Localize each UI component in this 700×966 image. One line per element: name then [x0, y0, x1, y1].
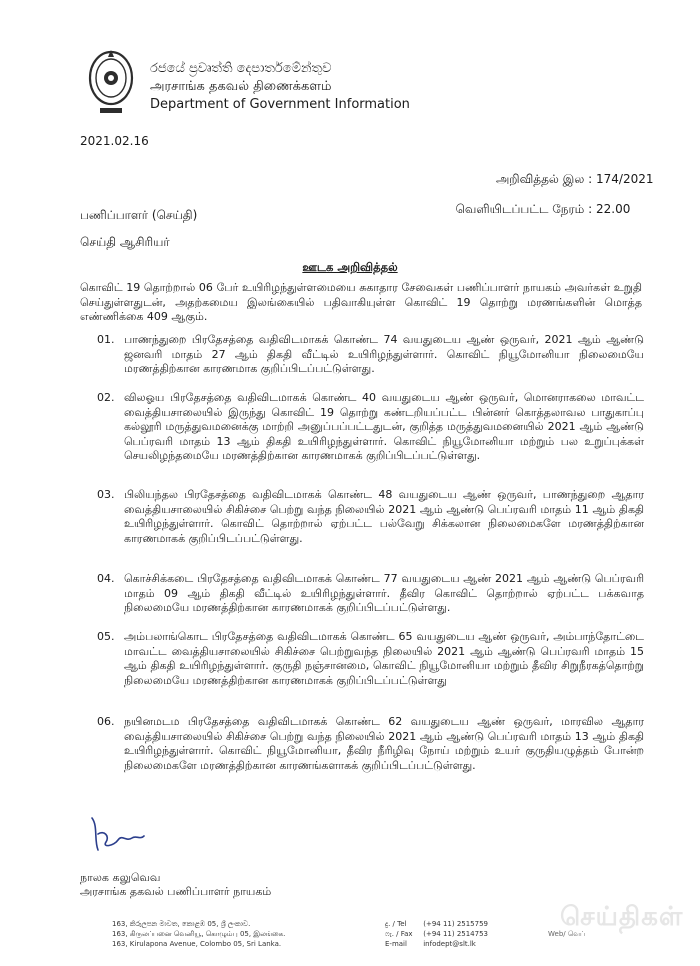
document-date: 2021.02.16	[80, 134, 149, 148]
list-item	[98, 391, 644, 464]
footer-address	[112, 919, 285, 949]
address-sinhala: 163, කිරුලපන මාවත, කොළඹ 05, ශ්‍රී ලංකාව.	[112, 920, 251, 928]
notice-number-value: 174/2021	[596, 172, 654, 186]
notice-number	[456, 164, 659, 194]
list-item-text: விலஓய பிரதேசத்தை வதிவிடமாகக் கொண்ட 40 வயதுடைய ஆண் ஒருவர், மொனராகலை மாவட்ட வைத்தியசாலையில் இருந்து கொவிட் 19 தொற்று கண்டறியப்பட்ட பின்னர் கொத்தலாவல பாதுகாப்பு கல்லூரி மருத்துவமனைக்கு மாற்றி அனுப்பப்பட்டதுடன், குறித்த மருத்துவமனையில் 2021 ஆம் ஆண்டு பெப்ரவரி மாதம் 13 ஆம் திகதி உயிரிழந்துள்ளார். கொவிட் நியூமோனியா மற்றும் பல உறுப்புக்கள் செயலிழந்தமையே மரணத்திற்கான காரணமாகக் குறிப்பிடப்பட்டுள்ளது.	[124, 391, 644, 462]
notice-number-label: அறிவித்தல் இல :	[495, 172, 593, 186]
telephone	[385, 919, 488, 929]
address-tamil: 163, கிருலப்பனை வெனியூ, கொழும்பு 05, இலங்கை.	[112, 930, 286, 938]
list-item-number: 01.	[97, 333, 115, 346]
list-item-text: பிலியந்தல பிரதேசத்தை வதிவிடமாகக் கொண்ட 48 வயதுடைய ஆண் ஒருவர், பாணந்துறை ஆதார வைத்தியசாலையில் சிகிச்சை பெற்று வந்த நிலையில் 2021 ஆம் ஆண்டு பெப்ரவரி மாதம் 11 ஆம் திகதி உயிரிழந்துள்ளார். கொவிட் தொற்றால் ஏற்பட்ட பல்வேறு சிக்கலான நிலைமைகளே மரணத்திற்கான காரணமாகக் குறிப்பிடப்பட்டுள்ளது.	[124, 488, 644, 545]
intro-paragraph: கொவிட் 19 தொற்றால் 06 பேர் உயிரிழந்துள்ளமையை சுகாதார சேவைகள் பணிப்பாளர் நாயகம் அவர்கள் உறுதி செய்துள்ளதுடன், அதற்கமைய இலங்கையில் பதிவாகியுள்ள கொவிட் 19 தொற்று மரணங்களின் மொத்த எண்ணிக்கை 409 ஆகும்.	[80, 281, 642, 323]
footer-contact	[385, 919, 488, 949]
email	[385, 939, 488, 949]
fax	[385, 929, 488, 939]
footer-web-label: Web/ வெப்	[548, 930, 586, 938]
telephone-value: (+94 11) 2515759	[423, 920, 489, 928]
release-time-label: வெளியிடப்பட்ட நேரம் :	[455, 202, 593, 216]
release-time-value: 22.00	[596, 202, 631, 216]
list-item	[98, 630, 644, 688]
list-item-number: 05.	[97, 630, 115, 643]
department-name	[150, 60, 410, 114]
signatory-name: நாலக கலுவெவ	[80, 871, 161, 884]
recipient-director: பணிப்பாளர் (செய்தி)	[80, 208, 198, 222]
document-heading: ஊடக அறிவித்தல்	[302, 260, 398, 274]
list-item-text: நயினமடம பிரதேசத்தை வதிவிடமாகக் கொண்ட 62 வயதுடைய ஆண் ஒருவர், மாரவில ஆதார வைத்தியசாலையில் சிகிச்சை பெற்று வந்த நிலையில் 2021 ஆம் ஆண்டு பெப்ரவரி மாதம் 13 ஆம் திகதி உயிரிழந்துள்ளார். கொவிட் நியூமோனியா, தீவிர நீரிழிவு நோய் மற்றும் உயர் குருதியழுத்தம் போன்ற நிலைமைகளே மரணத்திற்கான காரணங்களாகக் குறிப்பிடப்பட்டுள்ளது.	[124, 715, 644, 772]
list-item-text: பாணந்துறை பிரதேசத்தை வதிவிடமாகக் கொண்ட 74 வயதுடைய ஆண் ஒருவர், 2021 ஆம் ஆண்டு ஜனவரி மாதம் 27 ஆம் திகதி வீட்டில் உயிரிழந்துள்ளார். கொவிட் நியூமோனியா நிலைமையே மரணத்திற்கான காரணமாக குறிப்பிடப்பட்டுள்ளது.	[124, 333, 644, 375]
fax-label: ෆැ. / Fax	[385, 930, 413, 938]
watermark: செய்திகள்	[560, 902, 684, 932]
signatory-block	[80, 871, 271, 899]
sri-lanka-emblem-icon	[88, 48, 134, 118]
telephone-label: දු. / Tel	[385, 920, 407, 928]
list-item-number: 03.	[97, 488, 115, 501]
release-time	[456, 194, 659, 224]
list-item-number: 04.	[97, 572, 115, 585]
list-item	[98, 715, 644, 773]
list-item	[98, 572, 644, 616]
list-item	[98, 333, 644, 377]
signature	[88, 812, 148, 856]
email-value: infodept@slt.lk	[423, 940, 476, 948]
fax-value: (+94 11) 2514753	[423, 930, 489, 938]
list-item-number: 02.	[97, 391, 115, 404]
reference-block	[456, 164, 659, 224]
list-item	[98, 488, 644, 546]
signatory-title: அரசாங்க தகவல் பணிப்பாளர் நாயகம்	[80, 885, 272, 898]
list-item-text: கொச்சிக்கடை பிரதேசத்தை வதிவிடமாகக் கொண்ட 77 வயதுடைய ஆண் 2021 ஆம் ஆண்டு பெப்ரவரி மாதம் 09 ஆம் திகதி வீட்டில் உயிரிழந்துள்ளார். தீவிர கொவிட் தொற்றால் ஏற்பட்ட பக்கவாத நிலைமையே மரணத்திற்கான காரணமாகக் குறிப்பிடப்பட்டுள்ளது.	[124, 572, 644, 614]
email-label: E-mail	[385, 940, 407, 948]
department-name-tamil: அரசாங்க தகவல் திணைக்களம்	[150, 79, 332, 94]
address-english: 163, Kirulapona Avenue, Colombo 05, Sri Lanka.	[112, 940, 282, 948]
list-item-text: அம்பலாங்கொட பிரதேசத்தை வதிவிடமாகக் கொண்ட 65 வயதுடைய ஆண் ஒருவர், அம்பாந்தோட்டை மாவட்ட வைத்தியசாலையில் சிகிச்சை பெற்றுவந்த நிலையில் 2021 ஆம் ஆண்டு பெப்ரவரி மாதம் 15 ஆம் திகதி உயிரிழந்துள்ளார். குருதி நஞ்சானமை, கொவிட் நியூமோனியா மற்றும் தீவிர சிறுநீரகத்தொற்று நிலைமையே மரணத்திற்கான காரணமாகக் குறிப்பிடப்பட்டுள்ளது	[124, 630, 644, 687]
department-name-sinhala: රජයේ ප්‍රවෘත්ති දෙපාර්තමේන්තුව	[150, 61, 332, 76]
department-name-english: Department of Government Information	[150, 97, 410, 112]
list-item-number: 06.	[97, 715, 115, 728]
recipient-editor: செய்தி ஆசிரியர்	[80, 235, 170, 249]
